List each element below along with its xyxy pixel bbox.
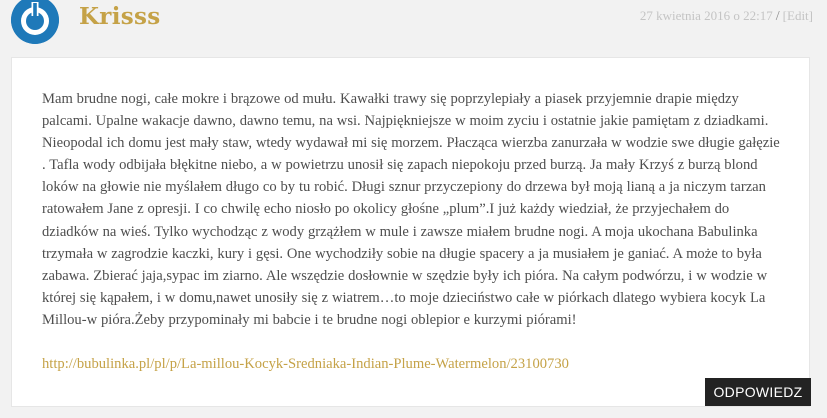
comment-header bbox=[0, 0, 827, 46]
comment-text: Mam brudne nogi, całe mokre i brązowe od mułu. Kawałki trawy się poprzylepiały a piasek przyjemnie drapie między palcami. Upalne wakacje dawno, dawno temu, na wsi. Najpiękniejsze w moim zyciu i ostatnie jakie pamiętam z dziadkami. Nieopodal ich domu jest mały staw, wtedy wydawał mi się morzem. Płacząca wierzba zanurzała w wodzie swe długie gałęzie . Tafla wody odbijała błękitne niebo, a w powietrzu unosił się zapach niepokoju przed burzą. Ja mały Krzyś z burzą blond loków na głowie nie myślałem długo co by tu robić. Długi sznur przyczepiony do drzewa był moją lianą a ja niczym tarzan ratowałem Jane z opresji. I co chwilę echo niosło po okolicy głośne „plum”.I już każdy wiedział, że przyjechałem do dziadków na wieś. Tylko wychodząc z wody grzążłem w mule i zawsze miałem brudne nogi. A moja ukochana Babulinka trzymała w zagrodzie kaczki, kury i gęsi. One wychodziły sobie na długie spacery a ja musiałem je ganiać. A może to była zabawa. Zbierać jaja,sypac im ziarno. Ale wszędzie dosłownie w szędzie były ich pióra. Na całym podwórzu, i w wodzie w której się kąpałem, i w domu,nawet unosiły się z wiatrem…to moje dzieciństwo całe w piórkach dlatego wybiera kocyk La Millou-w pióra.Żeby przypominały mi babcie i te brudne nogi oblepior e kurzymi piórami! bbox=[42, 91, 780, 328]
comment-body bbox=[11, 57, 810, 407]
comment-url-link[interactable]: http://bubulinka.pl/pl/p/La-millou-Kocyk-Sredniaka-Indian-Plume-Watermelon/23100730 bbox=[42, 356, 569, 372]
avatar[interactable] bbox=[11, 0, 59, 44]
power-symbol-avatar-icon bbox=[11, 0, 59, 44]
comment-meta bbox=[640, 8, 813, 24]
edit-link[interactable]: [Edit] bbox=[782, 8, 813, 23]
comment-author[interactable]: Krisss bbox=[79, 3, 161, 30]
comment-date[interactable]: 27 kwietnia 2016 o 22:17 bbox=[639, 8, 773, 23]
reply-button[interactable]: ODPOWIEDZ bbox=[705, 378, 811, 406]
meta-separator: / bbox=[775, 9, 780, 24]
